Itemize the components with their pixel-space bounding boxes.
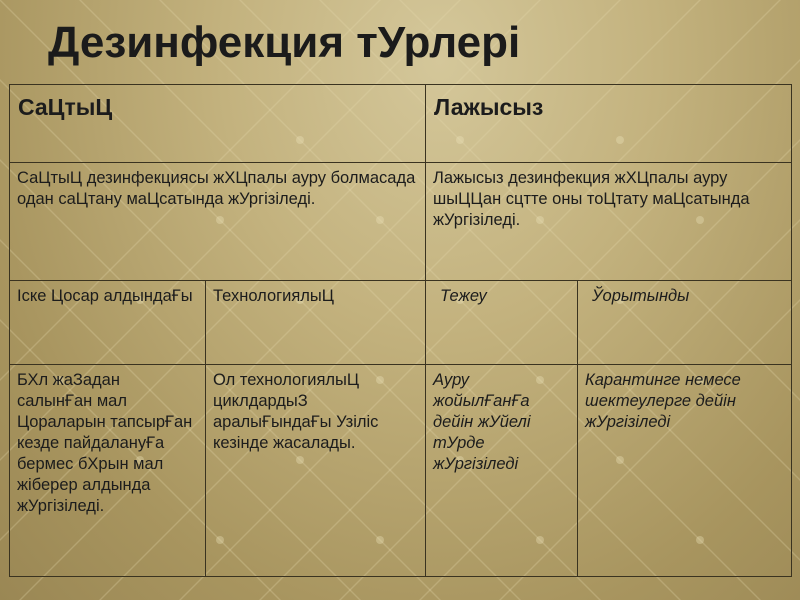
detail-cell-containment: Ауру жойылҒанҒа дейін жУйелі тУрде жУргізіледі [426, 365, 578, 577]
table-details-row [10, 365, 792, 577]
table-subheader-row [10, 281, 792, 365]
disinfection-types-table [9, 84, 792, 577]
detail-cell-before-start: БХл жаЗадан салынҒан мал Цораларын тапсырҒан кезде пайдалануҒа бермес бХрын мал жіберер алдында жУргізіледі. [10, 365, 206, 577]
description-cell-preventive: СаЦтыЦ дезинфекциясы жХЦпалы ауру болмасада одан саЦтану маЦсатында жУргізіледі. [10, 163, 426, 281]
detail-cell-technological: Ол технологиялыЦ циклдардыЗ аралыҒындаҒы Узіліс кезінде жасалады. [206, 365, 426, 577]
description-cell-forced: Лажысыз дезинфекция жХЦпалы ауру шыЦЦан сцтте оны тоЦтату маЦсатында жУргізіледі. [426, 163, 792, 281]
subheader-cell-final: Ўорытынды [578, 281, 792, 365]
detail-cell-final: Карантинге немесе шектеулерге дейін жУргізіледі [578, 365, 792, 577]
header-cell-forced: Лажысыз [426, 85, 792, 163]
table-header-row [10, 85, 792, 163]
slide-title: Дезинфекция тУрлері [48, 18, 521, 67]
subheader-cell-containment: Тежеу [426, 281, 578, 365]
header-cell-preventive: СаЦтыЦ [10, 85, 426, 163]
subheader-cell-technological: ТехнологиялыЦ [206, 281, 426, 365]
table-description-row [10, 163, 792, 281]
subheader-cell-before-start: Іске Цосар алдындаҒы [10, 281, 206, 365]
